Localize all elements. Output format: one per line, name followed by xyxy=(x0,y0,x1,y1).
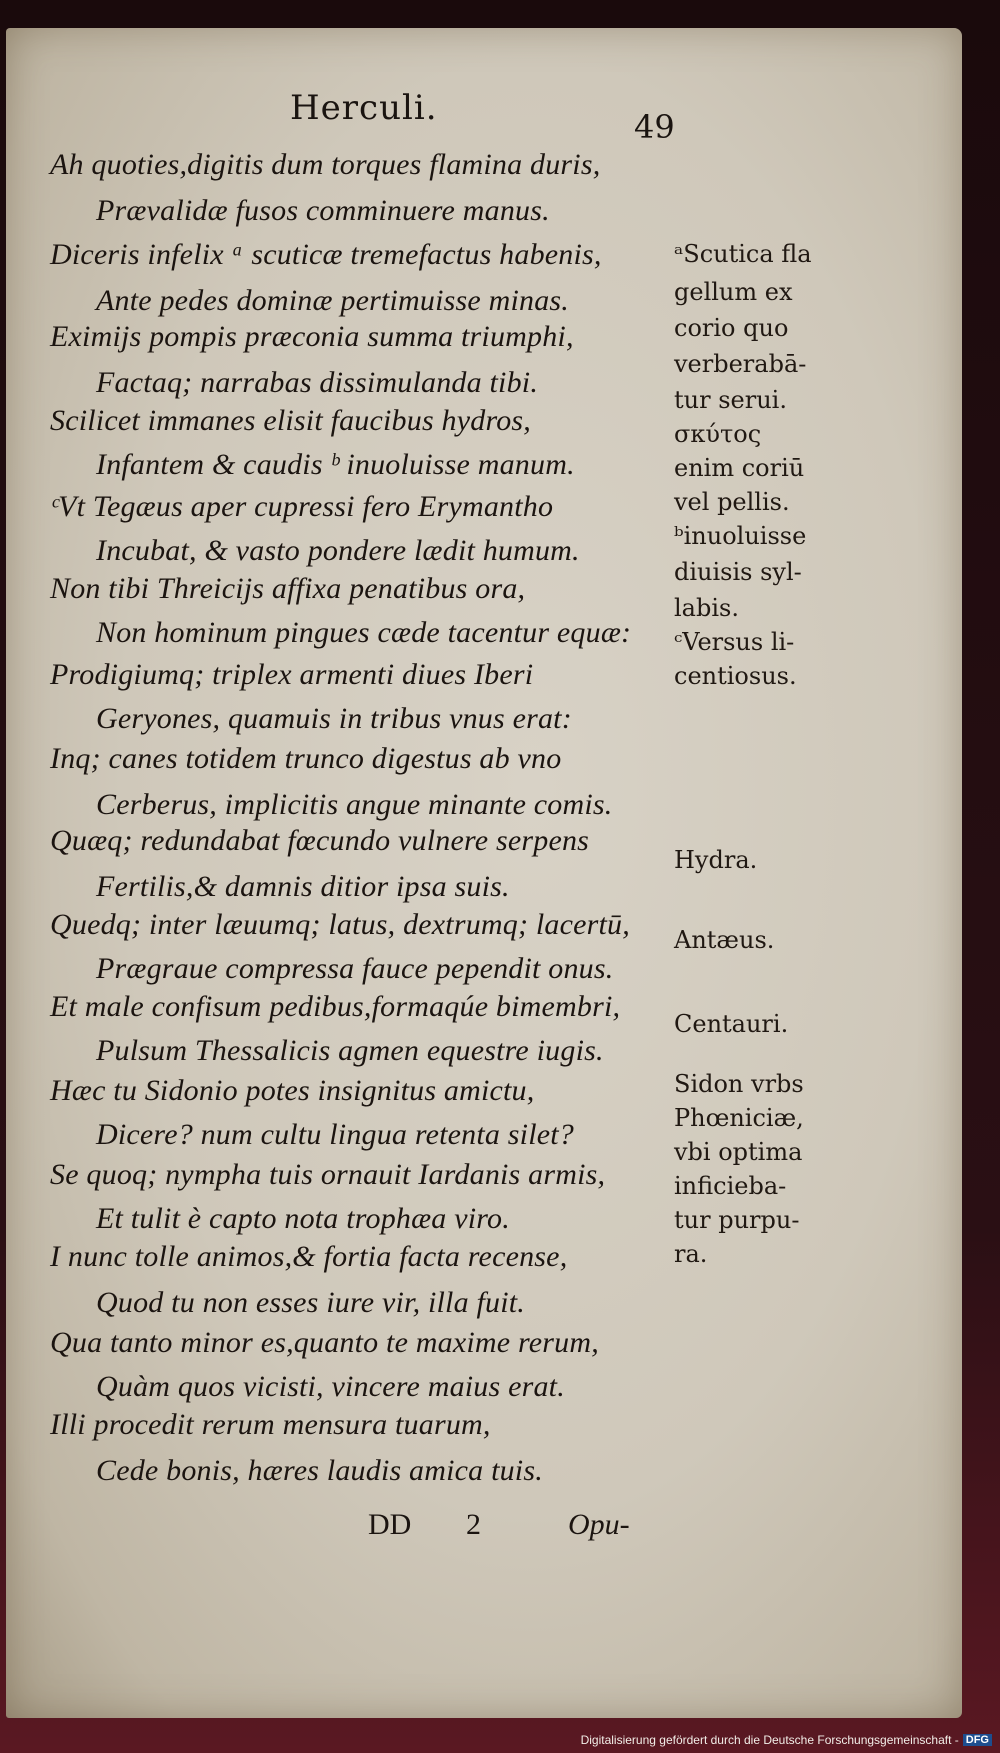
verse-line: Non tibi Threicijs affixa penatibus ora, xyxy=(50,572,526,605)
catchword: Opu- xyxy=(568,1508,630,1541)
margin-note: ᵃScutica fla xyxy=(674,240,812,268)
verse-line: Ah quoties,digitis dum torques flamina duris, xyxy=(50,148,601,181)
verse-line: Quàm quos vicisti, vincere maius erat. xyxy=(96,1370,565,1403)
margin-note: ra. xyxy=(674,1240,708,1268)
dfg-logo: DFG xyxy=(963,1734,992,1746)
verse-line: Scilicet immanes elisit faucibus hydros, xyxy=(50,404,531,437)
verse-line: I nunc tolle animos,& fortia facta recense, xyxy=(50,1240,568,1273)
verse-line: Factaq; narrabas dissimulanda tibi. xyxy=(96,366,539,399)
page-number: 49 xyxy=(634,108,675,146)
verse-line: Illi procedit rerum mensura tuarum, xyxy=(50,1408,491,1441)
verse-line: Et tulit è capto nota trophæa viro. xyxy=(96,1202,510,1235)
verse-line: Prodigiumq; triplex armenti diues Iberi xyxy=(50,658,534,691)
margin-note: corio quo xyxy=(674,314,789,342)
verse-line: Hæc tu Sidonio potes insignitus amictu, xyxy=(50,1074,535,1107)
verse-line: Cerberus, implicitis angue minante comis. xyxy=(96,788,613,821)
verse-line: Cede bonis, hæres laudis amica tuis. xyxy=(96,1454,543,1487)
verse-line: ᶜVt Tegæus aper cupressi fero Erymantho xyxy=(50,490,554,523)
running-head: Herculi. xyxy=(290,88,438,128)
margin-note: ᵇinuoluisse xyxy=(674,522,807,550)
margin-note: Sidon vrbs xyxy=(674,1070,804,1098)
verse-line: Quedq; inter læuumq; latus, dextrumq; lacertū, xyxy=(50,908,630,941)
verse-line: Incubat, & vasto pondere lædit humum. xyxy=(96,534,580,567)
margin-note: tur purpu- xyxy=(674,1206,800,1234)
margin-note: inficieba- xyxy=(674,1172,787,1200)
margin-note: labis. xyxy=(674,594,739,622)
verse-line: Dicere? num cultu lingua retenta silet? xyxy=(96,1118,574,1151)
verse-line: Pulsum Thessalicis agmen equestre iugis. xyxy=(96,1034,604,1067)
verse-line: Diceris infelix ᵃ scuticæ tremefactus habenis, xyxy=(50,238,602,271)
margin-note: verberabā- xyxy=(674,350,807,378)
verse-line: Inq; canes totidem trunco digestus ab vno xyxy=(50,742,562,775)
verse-line: Fertilis,& damnis ditior ipsa suis. xyxy=(96,870,510,903)
footer-credit: Digitalisierung gefördert durch die Deutsche Forschungsgemeinschaft - xyxy=(580,1733,959,1747)
verse-line: Prægraue compressa fauce pependit onus. xyxy=(96,952,614,985)
verse-line: Infantem & caudis ᵇ inuoluisse manum. xyxy=(96,448,575,481)
margin-note: σκύτος xyxy=(674,420,762,448)
margin-note: Centauri. xyxy=(674,1010,789,1038)
digitization-footer xyxy=(581,1733,992,1747)
verse-line: Quæq; redundabat fœcundo vulnere serpens xyxy=(50,824,590,857)
verse-line: Qua tanto minor es,quanto te maxime rerum, xyxy=(50,1326,599,1359)
margin-note: gellum ex xyxy=(674,278,793,306)
margin-note: Phœniciæ, xyxy=(674,1104,804,1132)
margin-note: diuisis syl- xyxy=(674,558,802,586)
verse-line: Et male confisum pedibus,formaqúe bimembri, xyxy=(50,990,621,1023)
verse-line: Non hominum pingues cæde tacentur equæ: xyxy=(96,616,632,649)
verse-line: Eximijs pompis præconia summa triumphi, xyxy=(50,320,574,353)
margin-note: vbi optima xyxy=(674,1138,803,1166)
signature-mark: DD xyxy=(368,1508,412,1541)
margin-note: ᶜVersus li- xyxy=(674,628,795,656)
margin-note: Antæus. xyxy=(674,926,775,954)
verse-line: Quod tu non esses iure vir, illa fuit. xyxy=(96,1286,525,1319)
margin-note: enim coriū xyxy=(674,454,805,482)
margin-note: centiosus. xyxy=(674,662,797,690)
verse-line: Geryones, quamuis in tribus vnus erat: xyxy=(96,702,572,735)
signature-number: 2 xyxy=(466,1508,481,1541)
margin-note: vel pellis. xyxy=(674,488,790,516)
verse-line: Ante pedes dominæ pertimuisse minas. xyxy=(96,284,569,317)
margin-note: Hydra. xyxy=(674,846,758,874)
verse-line: Prævalidæ fusos comminuere manus. xyxy=(96,194,550,227)
verse-line: Se quoq; nympha tuis ornauit Iardanis armis, xyxy=(50,1158,606,1191)
margin-note: tur serui. xyxy=(674,386,787,414)
